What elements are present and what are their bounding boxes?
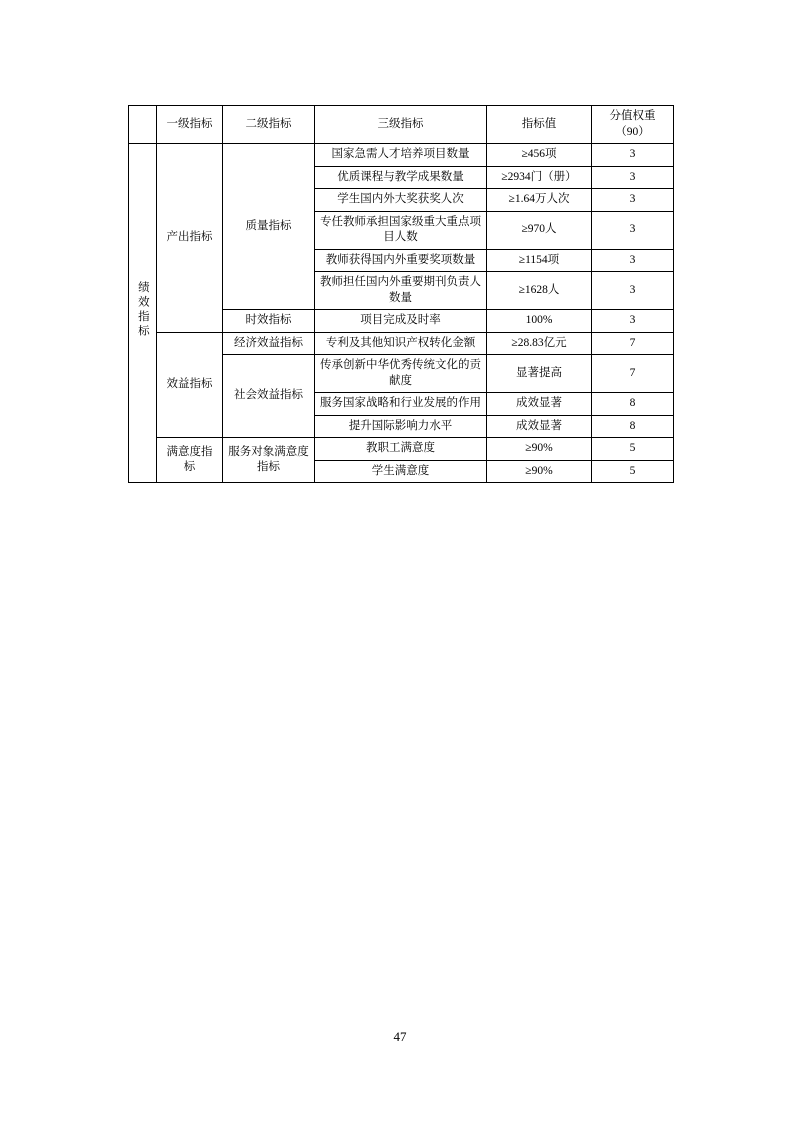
cell-value: 成效显著 <box>487 393 592 416</box>
group-level2-economic: 经济效益指标 <box>223 332 315 355</box>
cell-value: ≥970人 <box>487 211 592 249</box>
header-weight-line1: 分值权重 <box>609 110 656 122</box>
header-weight <box>592 106 674 144</box>
cell-weight: 8 <box>592 393 674 416</box>
group-level2-service-satisfaction: 服务对象满意度指标 <box>223 438 315 483</box>
table-row <box>129 438 674 461</box>
cell-value: 显著提高 <box>487 355 592 393</box>
cell-level3: 专利及其他知识产权转化金额 <box>315 332 487 355</box>
cell-weight: 8 <box>592 415 674 438</box>
group-level2-timeliness: 时效指标 <box>223 310 315 333</box>
cell-level3: 项目完成及时率 <box>315 310 487 333</box>
cell-weight: 3 <box>592 144 674 167</box>
table-header-row <box>129 106 674 144</box>
cell-value: ≥2934门（册） <box>487 166 592 189</box>
cell-weight: 7 <box>592 332 674 355</box>
page-number: 47 <box>393 1029 407 1044</box>
table-row <box>129 144 674 167</box>
cell-value: ≥90% <box>487 438 592 461</box>
cell-weight: 7 <box>592 355 674 393</box>
table-row <box>129 332 674 355</box>
group-level1-benefit: 效益指标 <box>157 332 223 438</box>
header-level3: 三级指标 <box>315 106 487 144</box>
cell-level3: 国家急需人才培养项目数量 <box>315 144 487 167</box>
cell-level3: 教职工满意度 <box>315 438 487 461</box>
cell-weight: 3 <box>592 249 674 272</box>
group-root-label <box>129 144 157 483</box>
cell-weight: 5 <box>592 438 674 461</box>
cell-level3: 教师担任国内外重要期刊负责人数量 <box>315 272 487 310</box>
cell-value: ≥90% <box>487 460 592 483</box>
header-level2: 二级指标 <box>223 106 315 144</box>
cell-value: ≥1.64万人次 <box>487 189 592 212</box>
group-level1-output: 产出指标 <box>157 144 223 333</box>
cell-value: 成效显著 <box>487 415 592 438</box>
cell-weight: 3 <box>592 310 674 333</box>
cell-value: ≥1628人 <box>487 272 592 310</box>
cell-weight: 5 <box>592 460 674 483</box>
cell-level3: 学生国内外大奖获奖人次 <box>315 189 487 212</box>
header-level1: 一级指标 <box>157 106 223 144</box>
cell-level3: 学生满意度 <box>315 460 487 483</box>
cell-level3: 提升国际影响力水平 <box>315 415 487 438</box>
header-weight-line2: （90） <box>615 125 650 138</box>
header-indicator-value: 指标值 <box>487 106 592 144</box>
cell-value: 100% <box>487 310 592 333</box>
cell-level3: 教师获得国内外重要奖项数量 <box>315 249 487 272</box>
cell-weight: 3 <box>592 189 674 212</box>
group-level2-social: 社会效益指标 <box>223 355 315 438</box>
cell-weight: 3 <box>592 272 674 310</box>
cell-value: ≥1154项 <box>487 249 592 272</box>
group-level1-satisfaction: 满意度指标 <box>157 438 223 483</box>
group-root-text: 绩效指标 <box>136 281 149 340</box>
performance-indicator-table-wrapper <box>128 105 673 483</box>
cell-level3: 优质课程与教学成果数量 <box>315 166 487 189</box>
cell-weight: 3 <box>592 211 674 249</box>
group-level2-quality: 质量指标 <box>223 144 315 310</box>
cell-level3: 传承创新中华优秀传统文化的贡献度 <box>315 355 487 393</box>
cell-value: ≥28.83亿元 <box>487 332 592 355</box>
cell-level3: 服务国家战略和行业发展的作用 <box>315 393 487 416</box>
header-blank <box>129 106 157 144</box>
cell-level3: 专任教师承担国家级重大重点项目人数 <box>315 211 487 249</box>
cell-weight: 3 <box>592 166 674 189</box>
performance-indicator-table <box>128 105 674 483</box>
cell-value: ≥456项 <box>487 144 592 167</box>
